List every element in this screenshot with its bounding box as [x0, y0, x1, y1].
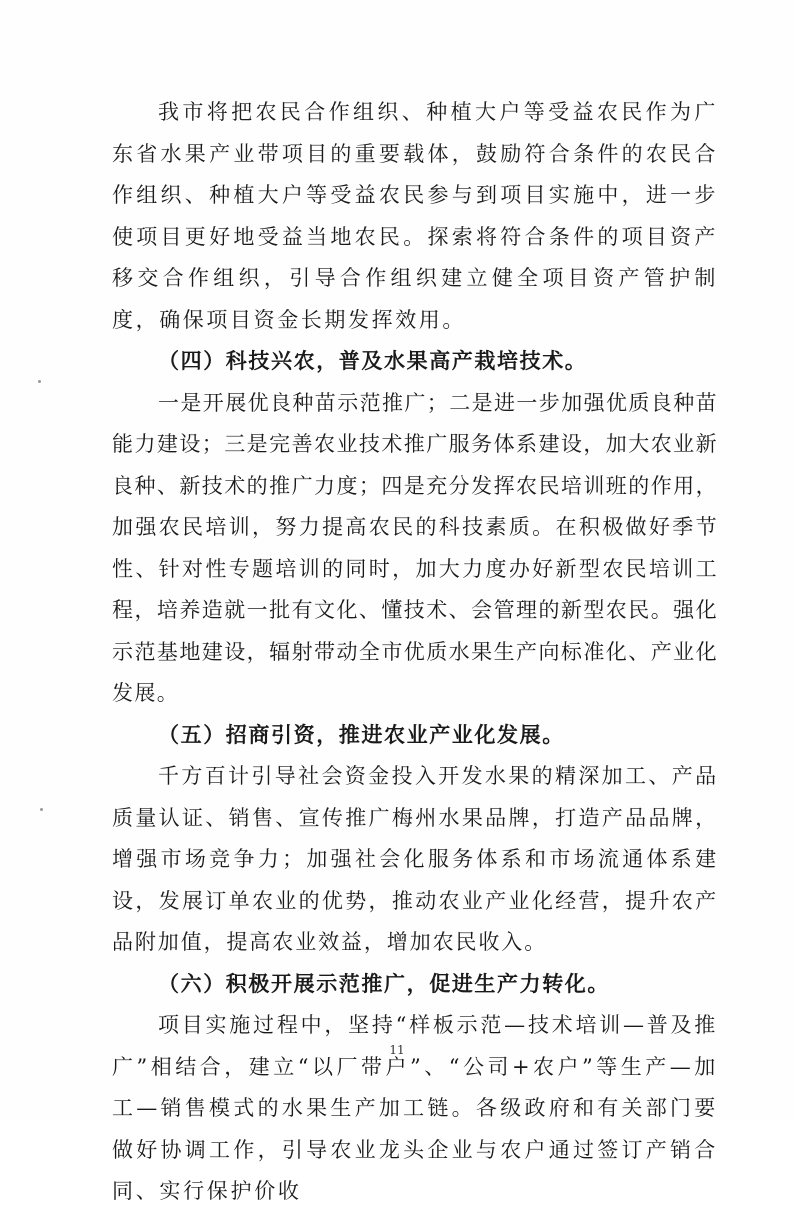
scan-speck: [38, 380, 41, 383]
scan-speck: [40, 808, 43, 811]
page-number: 11: [389, 1043, 405, 1057]
paragraph-demonstration: 项目实施过程中，坚持“样板示范—技术培训—普及推广”相结合，建立“以厂带户”、“公司+农户”等生产—加工—销售模式的水果生产加工链。各级政府和有关部门要做好协调工作，引导农业龙头企业与农户通过签订产销合同、实行保护价收: [112, 1013, 718, 1203]
paragraph-technology: 一是开展优良种苗示范推广；二是进一步加强优质良种苗能力建设；三是完善农业技术推广服务体系建设，加大农业新良种、新技术的推广力度；四是充分发挥农民培训班的作用，加强农民培训，努力提高农民的科技素质。在积极做好季节性、针对性专题培训的同时，加大力度办好新型农民培训工程，培养造就一批有文化、懂技术、会管理的新型农民。强化示范基地建设，辐射带动全市优质水果生产向标准化、产业化发展。: [112, 390, 718, 705]
section-heading-4: （四）科技兴农，普及水果高产栽培技术。: [158, 349, 588, 373]
section-heading-5: （五）招商引资，推进农业产业化发展。: [158, 722, 565, 747]
section-heading-6: （六）积极开展示范推广，促进生产力转化。: [158, 971, 610, 996]
paragraph-farmer-cooperatives: 我市将把农民合作组织、种植大户等受益农民作为广东省水果产业带项目的重要载体，鼓励符合条件的农民合作组织、种植大户等受益农民参与到项目实施中，进一步使项目更好地受益当地农民。探索将符合条件的项目资产移交合作组织，引导合作组织建立健全项目资产管护制度，确保项目资金长期发挥效用。: [112, 100, 718, 332]
paragraph-investment: 千方百计引导社会资金投入开发水果的精深加工、产品质量认证、销售、宣传推广梅州水果品牌，打造产品品牌，增强市场竞争力；加强社会化服务体系和市场流通体系建设，发展订单农业的优势，推动农业产业化经营，提升农产品附加值，提高农业效益，增加农民收入。: [112, 764, 718, 954]
